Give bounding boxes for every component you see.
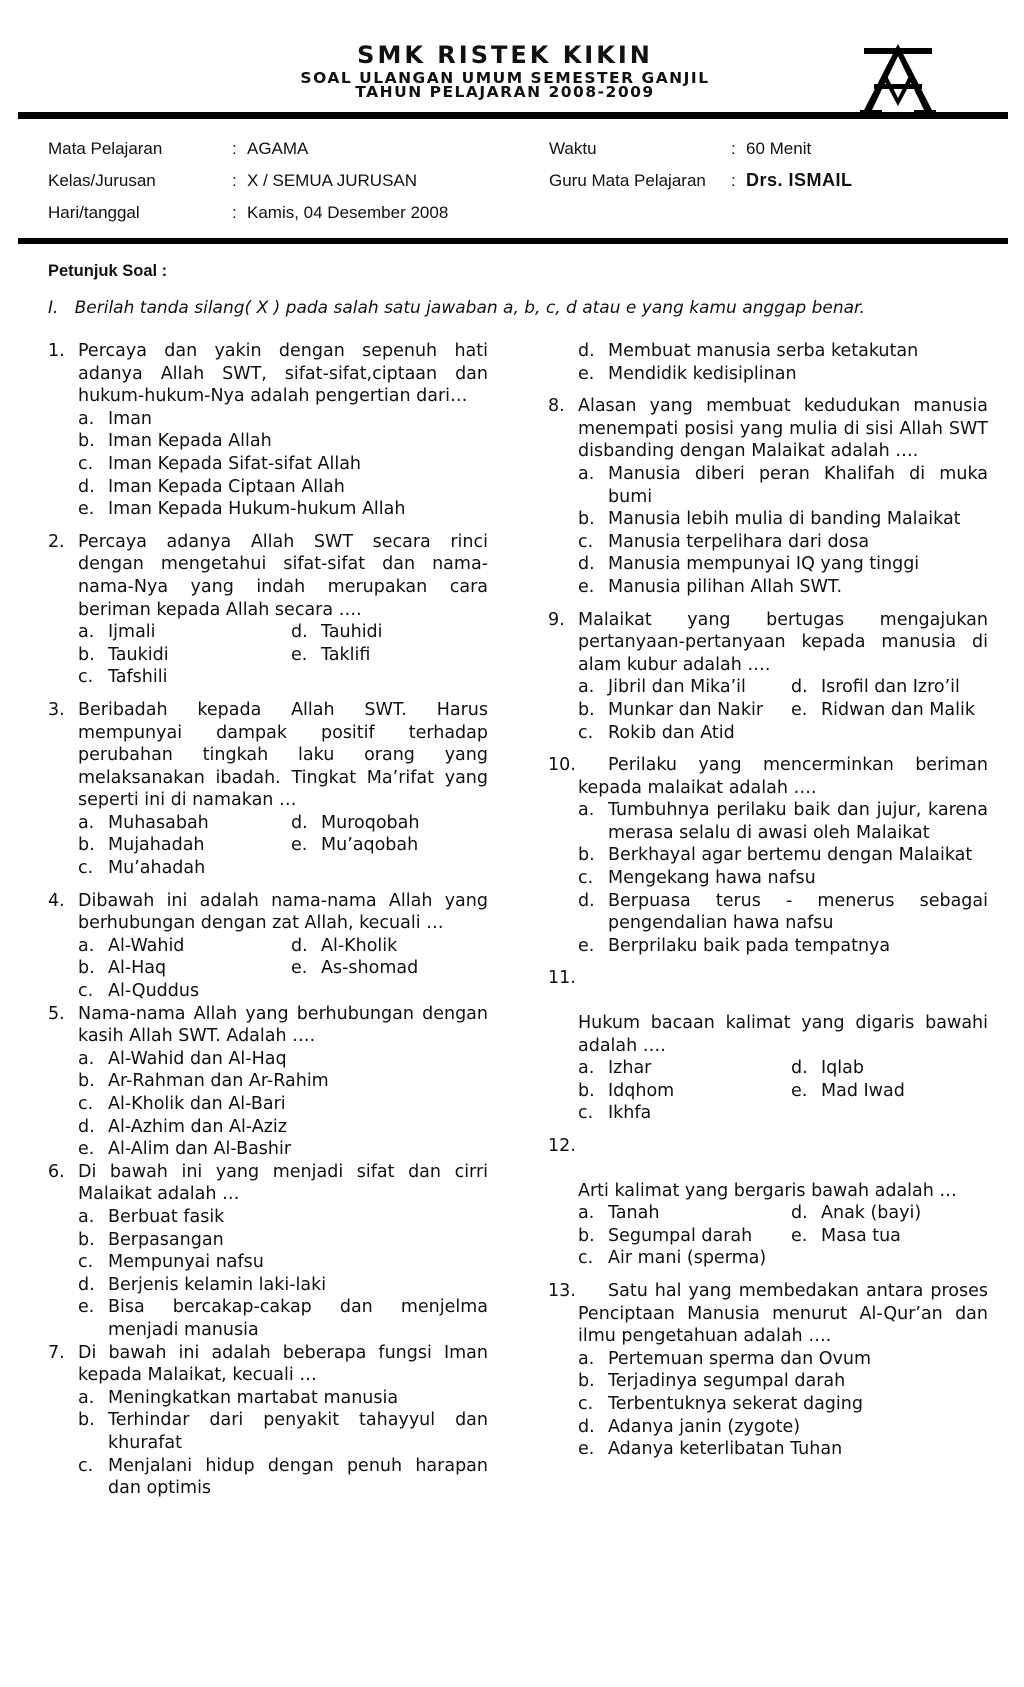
subject-label: Mata Pelajaran — [48, 139, 163, 158]
question-text: Di bawah ini yang menjadi sifat dan cirri Malaikat adalah … — [78, 1161, 488, 1205]
option-letter: c. — [78, 981, 94, 1002]
option-d[interactable] — [578, 890, 988, 935]
option-list — [578, 1202, 988, 1270]
option-letter: c. — [78, 1094, 94, 1114]
option-letter: d. — [78, 1274, 95, 1295]
option-b[interactable] — [78, 834, 291, 857]
option-d[interactable] — [291, 935, 488, 958]
question-11 — [548, 967, 988, 1125]
option-text: Ikhfa — [608, 1103, 652, 1124]
option-letter: a. — [578, 1058, 595, 1079]
question-number: 7. — [48, 1342, 65, 1363]
option-c[interactable] — [78, 1455, 488, 1500]
option-text: Berkhayal agar bertemu dengan Malaikat — [608, 845, 973, 866]
question-number: 11. — [548, 968, 576, 989]
option-d[interactable] — [78, 476, 488, 499]
school-logo-icon — [858, 40, 938, 118]
question-7 — [48, 1342, 488, 1500]
option-list — [78, 1387, 488, 1500]
option-text: Al-Wahid — [108, 935, 185, 956]
info-colon: : — [232, 139, 237, 158]
header-rule — [18, 112, 1008, 119]
option-text: Munkar dan Nakir — [608, 699, 764, 720]
option-text: Manusia terpelihara dari dosa — [608, 531, 870, 552]
option-d[interactable] — [791, 1202, 988, 1225]
option-d[interactable] — [78, 1116, 488, 1139]
option-letter: c. — [578, 722, 594, 743]
option-c[interactable] — [578, 1393, 988, 1416]
option-letter: b. — [78, 644, 95, 665]
option-a[interactable] — [78, 1206, 488, 1229]
option-list — [578, 463, 988, 599]
option-list — [78, 408, 488, 521]
question-13 — [548, 1280, 988, 1461]
exam-title: SOAL ULANGAN UMUM SEMESTER GANJIL — [300, 69, 710, 87]
option-list — [578, 1057, 988, 1125]
option-text: Masa tua — [821, 1225, 901, 1246]
question-number: 4. — [48, 890, 65, 911]
teacher-label: Guru Mata Pelajaran — [549, 171, 706, 190]
time-value: 60 Menit — [746, 139, 812, 158]
info-colon: : — [232, 171, 237, 190]
question-1 — [48, 340, 488, 521]
option-text: Al-Kholik — [321, 935, 398, 956]
option-text: Air mani (sperma) — [608, 1248, 767, 1269]
option-letter: d. — [791, 1203, 808, 1224]
option-e[interactable] — [291, 957, 488, 980]
info-colon: : — [731, 139, 736, 158]
option-text: Terbentuknya sekerat daging — [608, 1393, 863, 1414]
question-number: 6. — [48, 1161, 65, 1182]
question-number: 12. — [548, 1136, 576, 1156]
option-text: Isrofil dan Izro’il — [821, 677, 960, 698]
option-letter: a. — [78, 1387, 95, 1408]
option-a[interactable] — [578, 676, 791, 699]
option-c[interactable] — [78, 980, 291, 1003]
option-list — [78, 935, 488, 1003]
option-letter: c. — [78, 858, 94, 879]
option-b[interactable] — [578, 1225, 791, 1248]
question-6 — [48, 1161, 488, 1342]
question-text: Perilaku yang mencerminkan beriman kepada malaikat adalah …. — [578, 755, 988, 798]
option-text: Iman Kepada Ciptaan Allah — [108, 476, 345, 497]
option-letter: d. — [291, 812, 308, 833]
option-letter: c. — [578, 868, 594, 889]
option-text: Al-Alim dan Al-Bashir — [108, 1139, 292, 1160]
option-letter: a. — [578, 463, 595, 484]
option-text: Muroqobah — [321, 812, 420, 833]
question-text: Percaya adanya Allah SWT secara rinci dengan mengetahui sifat-sifat dan nama-nama-Nya yang indah merupakan cara beriman kepada Allah secara …. — [78, 531, 488, 620]
option-text: Ar-Rahman dan Ar-Rahim — [108, 1071, 329, 1092]
option-letter: b. — [578, 845, 595, 866]
option-a[interactable] — [78, 1387, 488, 1410]
option-letter: d. — [291, 935, 308, 956]
option-letter: a. — [78, 812, 95, 833]
option-letter: b. — [78, 1071, 95, 1092]
option-d[interactable] — [78, 1274, 488, 1297]
option-list — [578, 676, 988, 744]
option-e[interactable] — [578, 1438, 988, 1461]
question-text: Percaya dan yakin dengan sepenuh hati adanya Allah SWT, sifat-sifat,ciptaan dan hukum-hukum-Nya adalah pengertian dari… — [78, 341, 488, 407]
option-b[interactable] — [578, 1080, 791, 1103]
option-text: Iqlab — [821, 1058, 864, 1079]
option-letter: e. — [578, 363, 595, 384]
option-c[interactable] — [578, 531, 988, 554]
question-text: Nama-nama Allah yang berhubungan dengan kasih Allah SWT. Adalah …. — [78, 1003, 488, 1047]
option-d[interactable] — [291, 621, 488, 644]
option-letter: e. — [78, 499, 95, 520]
option-e[interactable] — [291, 644, 488, 667]
question-number: 8. — [548, 396, 565, 417]
option-a[interactable] — [578, 1348, 988, 1371]
option-text: Berpasangan — [108, 1229, 224, 1250]
option-list — [578, 799, 988, 957]
option-c[interactable] — [78, 1251, 488, 1274]
option-e[interactable] — [578, 363, 988, 386]
question-10 — [548, 754, 988, 957]
option-c[interactable] — [78, 453, 488, 476]
option-letter: b. — [78, 835, 95, 856]
option-letter: d. — [78, 1116, 95, 1137]
option-text: Berprilaku baik pada tempatnya — [608, 935, 891, 956]
option-c[interactable] — [78, 1093, 488, 1116]
option-c[interactable] — [578, 1102, 791, 1125]
option-text: Manusia lebih mulia di banding Malaikat — [608, 509, 961, 530]
option-text: Berpuasa terus - menerus sebagai pengendalian hawa nafsu — [608, 890, 988, 934]
option-c[interactable] — [578, 722, 791, 745]
question-9 — [548, 609, 988, 745]
option-e[interactable] — [291, 834, 488, 857]
option-text: Tanah — [608, 1203, 660, 1224]
option-text: Rokib dan Atid — [608, 722, 735, 743]
option-c[interactable] — [78, 666, 291, 689]
option-letter: d. — [578, 341, 595, 361]
option-a[interactable] — [578, 463, 988, 508]
question-text: Beribadah kepada Allah SWT. Harus mempunyai dampak positif terhadap perubahan tingkah laku orang yang melaksanakan ibadah. Tingkat Ma’rifat yang seperti ini di namakan … — [78, 699, 488, 811]
class-value: X / SEMUA JURUSAN — [247, 171, 418, 190]
option-letter: d. — [578, 1416, 595, 1437]
option-text: Mengekang hawa nafsu — [608, 868, 816, 889]
option-text: Membuat manusia serba ketakutan — [608, 341, 919, 361]
option-text: Idqhom — [608, 1080, 675, 1101]
option-text: Iman Kepada Allah — [108, 431, 272, 452]
option-letter: d. — [578, 554, 595, 575]
question-7-continued — [578, 340, 988, 385]
option-a[interactable] — [78, 408, 488, 431]
option-text: Al-Quddus — [108, 981, 200, 1002]
option-b[interactable] — [78, 430, 488, 453]
option-list — [78, 1206, 488, 1342]
option-letter: e. — [78, 1297, 95, 1318]
option-e[interactable] — [578, 935, 988, 958]
option-b[interactable] — [578, 508, 988, 531]
info-colon: : — [232, 203, 237, 222]
option-letter: e. — [791, 1080, 808, 1101]
option-letter: c. — [578, 1393, 594, 1414]
option-letter: b. — [78, 1229, 95, 1250]
question-text: Dibawah ini adalah nama-nama Allah yang berhubungan dengan zat Allah, kecuali … — [78, 890, 488, 934]
option-text: Mad Iwad — [821, 1080, 905, 1101]
question-text: Hukum bacaan kalimat yang digaris bawahi adalah …. — [578, 1013, 988, 1056]
option-letter: a. — [78, 1206, 95, 1227]
option-text: Berjenis kelamin laki-laki — [108, 1274, 327, 1295]
option-b[interactable] — [578, 1370, 988, 1393]
option-text: Adanya janin (zygote) — [608, 1416, 801, 1437]
option-text: Iman Kepada Hukum-hukum Allah — [108, 499, 406, 520]
option-text: Al-Wahid dan Al-Haq — [108, 1048, 287, 1069]
option-letter: e. — [791, 1225, 808, 1246]
option-text: Al-Haq — [108, 958, 167, 979]
option-e[interactable] — [791, 699, 988, 722]
option-e[interactable] — [78, 1296, 488, 1341]
option-d[interactable] — [291, 812, 488, 835]
option-letter: e. — [78, 1139, 95, 1160]
option-text: Manusia mempunyai IQ yang tinggi — [608, 554, 920, 575]
option-text: Tumbuhnya perilaku baik dan jujur, karena merasa selalu di awasi oleh Malaikat — [608, 800, 988, 843]
option-c[interactable] — [578, 1247, 791, 1270]
option-text: Mempunyai nafsu — [108, 1252, 264, 1273]
option-text: As-shomad — [321, 958, 419, 979]
option-letter: b. — [578, 1371, 595, 1392]
left-column — [48, 340, 488, 1500]
option-b[interactable] — [78, 1229, 488, 1252]
question-text: Arti kalimat yang bergaris bawah adalah … — [578, 1180, 957, 1201]
option-text: Ijmali — [108, 622, 156, 643]
option-text: Taukidi — [108, 644, 169, 665]
option-letter: a. — [78, 935, 95, 956]
question-number: 13. — [548, 1280, 576, 1301]
option-letter: a. — [78, 1048, 95, 1069]
question-number: 10. — [548, 755, 576, 776]
option-letter: b. — [578, 1080, 595, 1101]
option-text: Mujahadah — [108, 835, 205, 856]
option-a[interactable] — [578, 1057, 791, 1080]
option-a[interactable] — [578, 799, 988, 844]
question-5 — [48, 1003, 488, 1161]
option-letter: b. — [578, 509, 595, 530]
right-column — [548, 340, 988, 1461]
option-text: Taklifi — [321, 644, 371, 665]
option-a[interactable] — [78, 621, 291, 644]
option-text: Iman Kepada Sifat-sifat Allah — [108, 453, 362, 474]
option-text: Manusia diberi peran Khalifah di muka bumi — [608, 463, 988, 507]
option-letter: c. — [78, 667, 94, 688]
option-text: Mu’ahadah — [108, 858, 206, 879]
option-b[interactable] — [78, 644, 291, 667]
option-letter: a. — [578, 677, 595, 698]
option-letter: e. — [578, 576, 595, 597]
option-e[interactable] — [78, 1138, 488, 1161]
teacher-value: Drs. ISMAIL — [746, 170, 853, 190]
question-12 — [548, 1135, 988, 1270]
option-b[interactable] — [78, 1070, 488, 1093]
question-8 — [548, 395, 988, 598]
option-b[interactable] — [578, 699, 791, 722]
option-letter: e. — [291, 644, 308, 665]
option-letter: a. — [578, 800, 595, 821]
class-label: Kelas/Jurusan — [48, 171, 156, 190]
question-number: 1. — [48, 341, 65, 361]
option-letter: d. — [578, 890, 595, 911]
option-a[interactable] — [78, 935, 291, 958]
option-text: Ridwan dan Malik — [821, 699, 975, 720]
option-letter: c. — [578, 1103, 594, 1124]
option-text: Tafshili — [108, 667, 168, 688]
option-letter: a. — [578, 1203, 595, 1224]
option-letter: b. — [578, 699, 595, 720]
option-letter: b. — [578, 1225, 595, 1246]
option-text: Al-Kholik dan Al-Bari — [108, 1094, 286, 1114]
option-text: Adanya keterlibatan Tuhan — [608, 1439, 843, 1460]
option-e[interactable] — [791, 1080, 988, 1103]
option-text: Terhindar dari penyakit tahayyul dan khurafat — [108, 1410, 488, 1453]
option-text: Iman — [108, 408, 153, 429]
info-rule — [18, 238, 1008, 244]
question-number: 2. — [48, 531, 65, 552]
option-d[interactable] — [578, 340, 988, 363]
option-text: Bisa bercakap-cakap dan menjelma menjadi manusia — [108, 1297, 488, 1340]
instructions-heading: Petunjuk Soal : — [48, 262, 168, 280]
option-letter: b. — [78, 431, 95, 452]
question-text: Malaikat yang bertugas mengajukan pertanyaan-pertanyaan kepada manusia di alam kubur adalah …. — [578, 609, 988, 675]
option-letter: b. — [78, 958, 95, 979]
question-2 — [48, 531, 488, 689]
option-letter: e. — [791, 699, 808, 720]
question-text: Di bawah ini adalah beberapa fungsi Iman kepada Malaikat, kecuali … — [78, 1342, 488, 1386]
option-text: Manusia pilihan Allah SWT. — [608, 576, 843, 597]
option-text: Pertemuan sperma dan Ovum — [608, 1348, 872, 1369]
option-text: Tauhidi — [321, 622, 383, 643]
school-name: SMK RISTEK KIKIN — [357, 41, 653, 69]
question-3 — [48, 699, 488, 880]
option-letter: e. — [291, 835, 308, 856]
option-d[interactable] — [791, 676, 988, 699]
question-4 — [48, 890, 488, 1003]
option-c[interactable] — [78, 857, 291, 880]
question-number: 9. — [548, 609, 565, 630]
option-letter: d. — [791, 1058, 808, 1079]
option-letter: e. — [578, 935, 595, 956]
option-e[interactable] — [791, 1225, 988, 1248]
option-d[interactable] — [791, 1057, 988, 1080]
option-text: Mu’aqobah — [321, 835, 419, 856]
option-letter: c. — [578, 531, 594, 552]
option-list — [78, 1048, 488, 1161]
question-number: 3. — [48, 699, 65, 720]
option-text: Menjalani hidup dengan penuh harapan dan optimis — [108, 1455, 488, 1499]
option-d[interactable] — [578, 553, 988, 576]
option-text: Meningkatkan martabat manusia — [108, 1387, 399, 1408]
option-letter: a. — [78, 408, 95, 429]
option-letter: d. — [791, 677, 808, 698]
option-text: Jibril dan Mika’il — [608, 677, 746, 698]
question-text: Alasan yang membuat kedudukan manusia menempati posisi yang mulia di sisi Allah SWT disbanding dengan Malaikat adalah …. — [578, 396, 988, 462]
option-list — [78, 812, 488, 880]
option-text: Mendidik kedisiplinan — [608, 363, 797, 384]
option-letter: c. — [578, 1248, 594, 1269]
option-c[interactable] — [578, 867, 988, 890]
option-letter: a. — [578, 1348, 595, 1369]
option-a[interactable] — [78, 1048, 488, 1071]
instruction-text: I. Berilah tanda silang( X ) pada salah satu jawaban a, b, c, d atau e yang kamu anggap benar. — [48, 298, 865, 318]
option-list — [578, 1348, 988, 1461]
option-e[interactable] — [78, 498, 488, 521]
option-letter: d. — [78, 476, 95, 497]
option-b[interactable] — [578, 844, 988, 867]
option-d[interactable] — [578, 1416, 988, 1439]
question-number: 5. — [48, 1003, 65, 1024]
option-e[interactable] — [578, 576, 988, 599]
subject-value: AGAMA — [247, 139, 309, 158]
question-text: Satu hal yang membedakan antara proses Penciptaan Manusia menurut Al-Qur’an dan ilmu pengetahuan adalah …. — [578, 1280, 988, 1347]
option-text: Muhasabah — [108, 812, 209, 833]
date-value: Kamis, 04 Desember 2008 — [247, 203, 449, 222]
option-letter: c. — [78, 1252, 94, 1273]
option-letter: d. — [291, 622, 308, 643]
time-label: Waktu — [549, 139, 597, 158]
option-text: Izhar — [608, 1058, 652, 1079]
option-letter: e. — [291, 958, 308, 979]
option-list — [78, 621, 488, 689]
academic-year: TAHUN PELAJARAN 2008-2009 — [355, 83, 655, 101]
option-text: Berbuat fasik — [108, 1206, 225, 1227]
option-letter: a. — [78, 622, 95, 643]
option-a[interactable] — [78, 812, 291, 835]
option-letter: c. — [78, 453, 94, 474]
option-letter: b. — [78, 1410, 95, 1431]
option-b[interactable] — [78, 957, 291, 980]
option-text: Anak (bayi) — [821, 1203, 922, 1224]
option-b[interactable] — [78, 1409, 488, 1454]
info-colon: : — [731, 171, 736, 190]
option-text: Al-Azhim dan Al-Aziz — [108, 1116, 287, 1137]
option-letter: e. — [578, 1439, 595, 1460]
option-a[interactable] — [578, 1202, 791, 1225]
option-text: Segumpal darah — [608, 1225, 753, 1246]
date-label: Hari/tanggal — [48, 203, 140, 222]
option-text: Terjadinya segumpal darah — [608, 1371, 846, 1392]
option-letter: c. — [78, 1455, 94, 1476]
